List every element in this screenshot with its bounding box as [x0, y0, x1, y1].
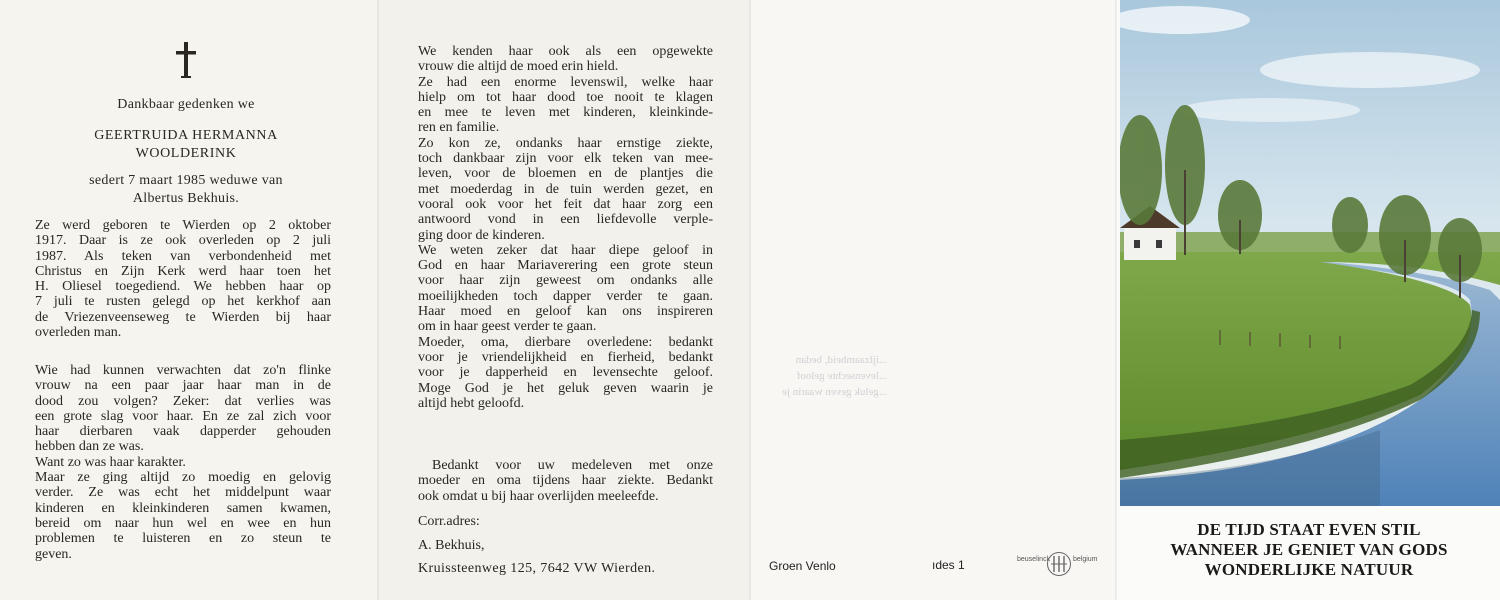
text-line: Christus en Zijn Kerk werd haar toen het — [35, 263, 331, 279]
bleed-through-text: ...ijlzaamheid, bedan ...levensechte geloof ...geluk geven waarin je — [782, 354, 888, 398]
logo-text-left: beuselinck — [1017, 556, 1051, 563]
text-line: Ze had een enorme levenswil, welke haar — [418, 74, 713, 90]
text-line: vrouw die altijd de moed erin hield. — [418, 59, 619, 75]
card-panel-left — [0, 0, 378, 600]
text-line: geven. — [35, 546, 72, 562]
fold-line — [1115, 0, 1117, 600]
printer-logo — [1017, 550, 1098, 578]
text-line: ook omdat u bij haar overlijden meeleefde. — [418, 488, 659, 504]
printer-code: ıdes 1 — [932, 558, 965, 572]
text-line: verder. Ze was echt het middelpunt waar — [35, 485, 331, 501]
text-line: kinderen en kleinkinderen samen kwamen, — [35, 500, 331, 516]
text-line: voor je dapperheid en levensechte geloof. — [418, 365, 713, 381]
text-line: Wie had kunnen verwachten dat zo'n flinke — [35, 363, 331, 378]
text-line: een grote slag voor haar. En ze zal zich voor — [35, 408, 331, 424]
biography-paragraph — [35, 218, 331, 340]
deceased-name-line1: GEERTRUIDA HERMANNA — [94, 128, 278, 143]
text-line: God en haar Mariaverering een grote steun — [418, 258, 713, 274]
text-line: voor je vriendelijkheid en fierheid, bedankt — [418, 349, 713, 365]
text-line: leven, voor de bloemen en de plantjes die — [418, 166, 713, 182]
fold-line — [749, 0, 751, 600]
cover-caption — [1118, 520, 1500, 580]
text-line: Maar ze ging altijd zo moedig en gelovig — [35, 470, 331, 486]
text-line: met moederdag in de tuin werden gezet, en — [418, 181, 713, 197]
deceased-name-line2: WOOLDERINK — [135, 146, 237, 161]
text-line: overleden man. — [35, 325, 122, 341]
text-line: voor haar zijn geweest om ondanks alle — [418, 273, 713, 289]
logo-mark-icon — [1046, 551, 1072, 577]
text-line: 1917. Daar is ze ook overleden op 2 juli — [35, 233, 331, 249]
fold-line — [377, 0, 379, 600]
text-line: 1987. Als teken van verbondenheid met — [35, 248, 331, 264]
corr-label: Corr.adres: — [418, 514, 480, 529]
caption-line2: WANNEER JE GENIET VAN GODS — [1170, 540, 1448, 559]
memories-paragraph — [418, 44, 713, 411]
text-line: ren en familie. — [418, 120, 500, 136]
corr-address: Kruissteenweg 125, 7642 VW Wierden. — [418, 561, 656, 576]
intro-line: Dankbaar gedenken we — [117, 97, 255, 112]
text-line: Moeder, oma, dierbare overledene: bedankt — [418, 334, 713, 350]
text-line: We weten zeker dat haar diepe geloof in — [418, 242, 713, 258]
card-panel-middle — [378, 0, 750, 600]
corr-name: A. Bekhuis, — [418, 538, 485, 553]
text-line: moeder en oma tijdens haar ziekte. Bedankt — [418, 473, 713, 489]
text-line: 7 juli te rusten gelegd op het kerkhof aan — [35, 294, 331, 310]
text-line: en mee te leven met kinderen, kleinkinde- — [418, 105, 713, 121]
printer-name: Groen Venlo — [769, 559, 836, 573]
text-line: bereid om naar hun wel en wee en hun — [35, 515, 331, 531]
thanks-paragraph — [418, 458, 713, 504]
text-line: dood zou volgen? Zeker: dat verlies was — [35, 393, 331, 409]
widow-line1: sedert 7 maart 1985 weduwe van — [89, 173, 283, 188]
widow-line2: Albertus Bekhuis. — [132, 191, 240, 206]
caption-line3: WONDERLIJKE NATUUR — [1204, 560, 1414, 579]
logo-text-right: belgium — [1073, 556, 1098, 563]
text-line: Want zo was haar karakter. — [35, 454, 186, 470]
landscape-illustration — [1120, 0, 1500, 506]
text-line: H. Oliesel toegediend. We hebben haar op — [35, 279, 331, 295]
text-line: moeilijkheden toch dapper verder te gaan. — [418, 288, 713, 304]
cross-icon — [170, 40, 202, 80]
text-line: ging door de kinderen. — [418, 227, 545, 243]
text-line: haar dierbaren vaak dapperder gehouden — [35, 424, 331, 440]
text-line: problemen te luisteren en zo steun te — [35, 531, 331, 547]
text-line: We kenden haar ook als een opgewekte — [418, 44, 713, 59]
text-line: Bedankt voor uw medeleven met onze — [432, 458, 713, 473]
text-line: Ze werd geboren te Wierden op 2 oktober — [35, 218, 331, 233]
text-line: hebben dan ze was. — [35, 439, 144, 455]
character-paragraph — [35, 363, 331, 562]
text-line: vrouw na een paar jaar haar man in de — [35, 378, 331, 394]
caption-line1: DE TIJD STAAT EVEN STIL — [1197, 520, 1421, 539]
text-line: altijd hebt geloofd. — [418, 395, 525, 411]
landscape-photo — [1120, 0, 1500, 506]
text-line: Haar moed en geloof kan ons inspireren — [418, 304, 713, 320]
card-panel-back — [750, 0, 1116, 600]
text-line: om in haar geest verder te gaan. — [418, 319, 597, 335]
text-line: Zo kon ze, ondanks haar ernstige ziekte, — [418, 135, 713, 151]
text-line: hielp om tot haar dood toe nooit te klagen — [418, 89, 713, 105]
text-line: vooral ook voor het feit dat haar zorg een — [418, 196, 713, 212]
text-line: antwoord vond in een liefdevolle verple- — [418, 212, 713, 228]
text-line: Moge God je het geluk geven waarin je — [418, 380, 713, 396]
text-line: toch dankbaar zijn voor elk teken van mee- — [418, 151, 713, 167]
text-line: de Vriezenveenseweg te Wierden bij haar — [35, 309, 331, 325]
